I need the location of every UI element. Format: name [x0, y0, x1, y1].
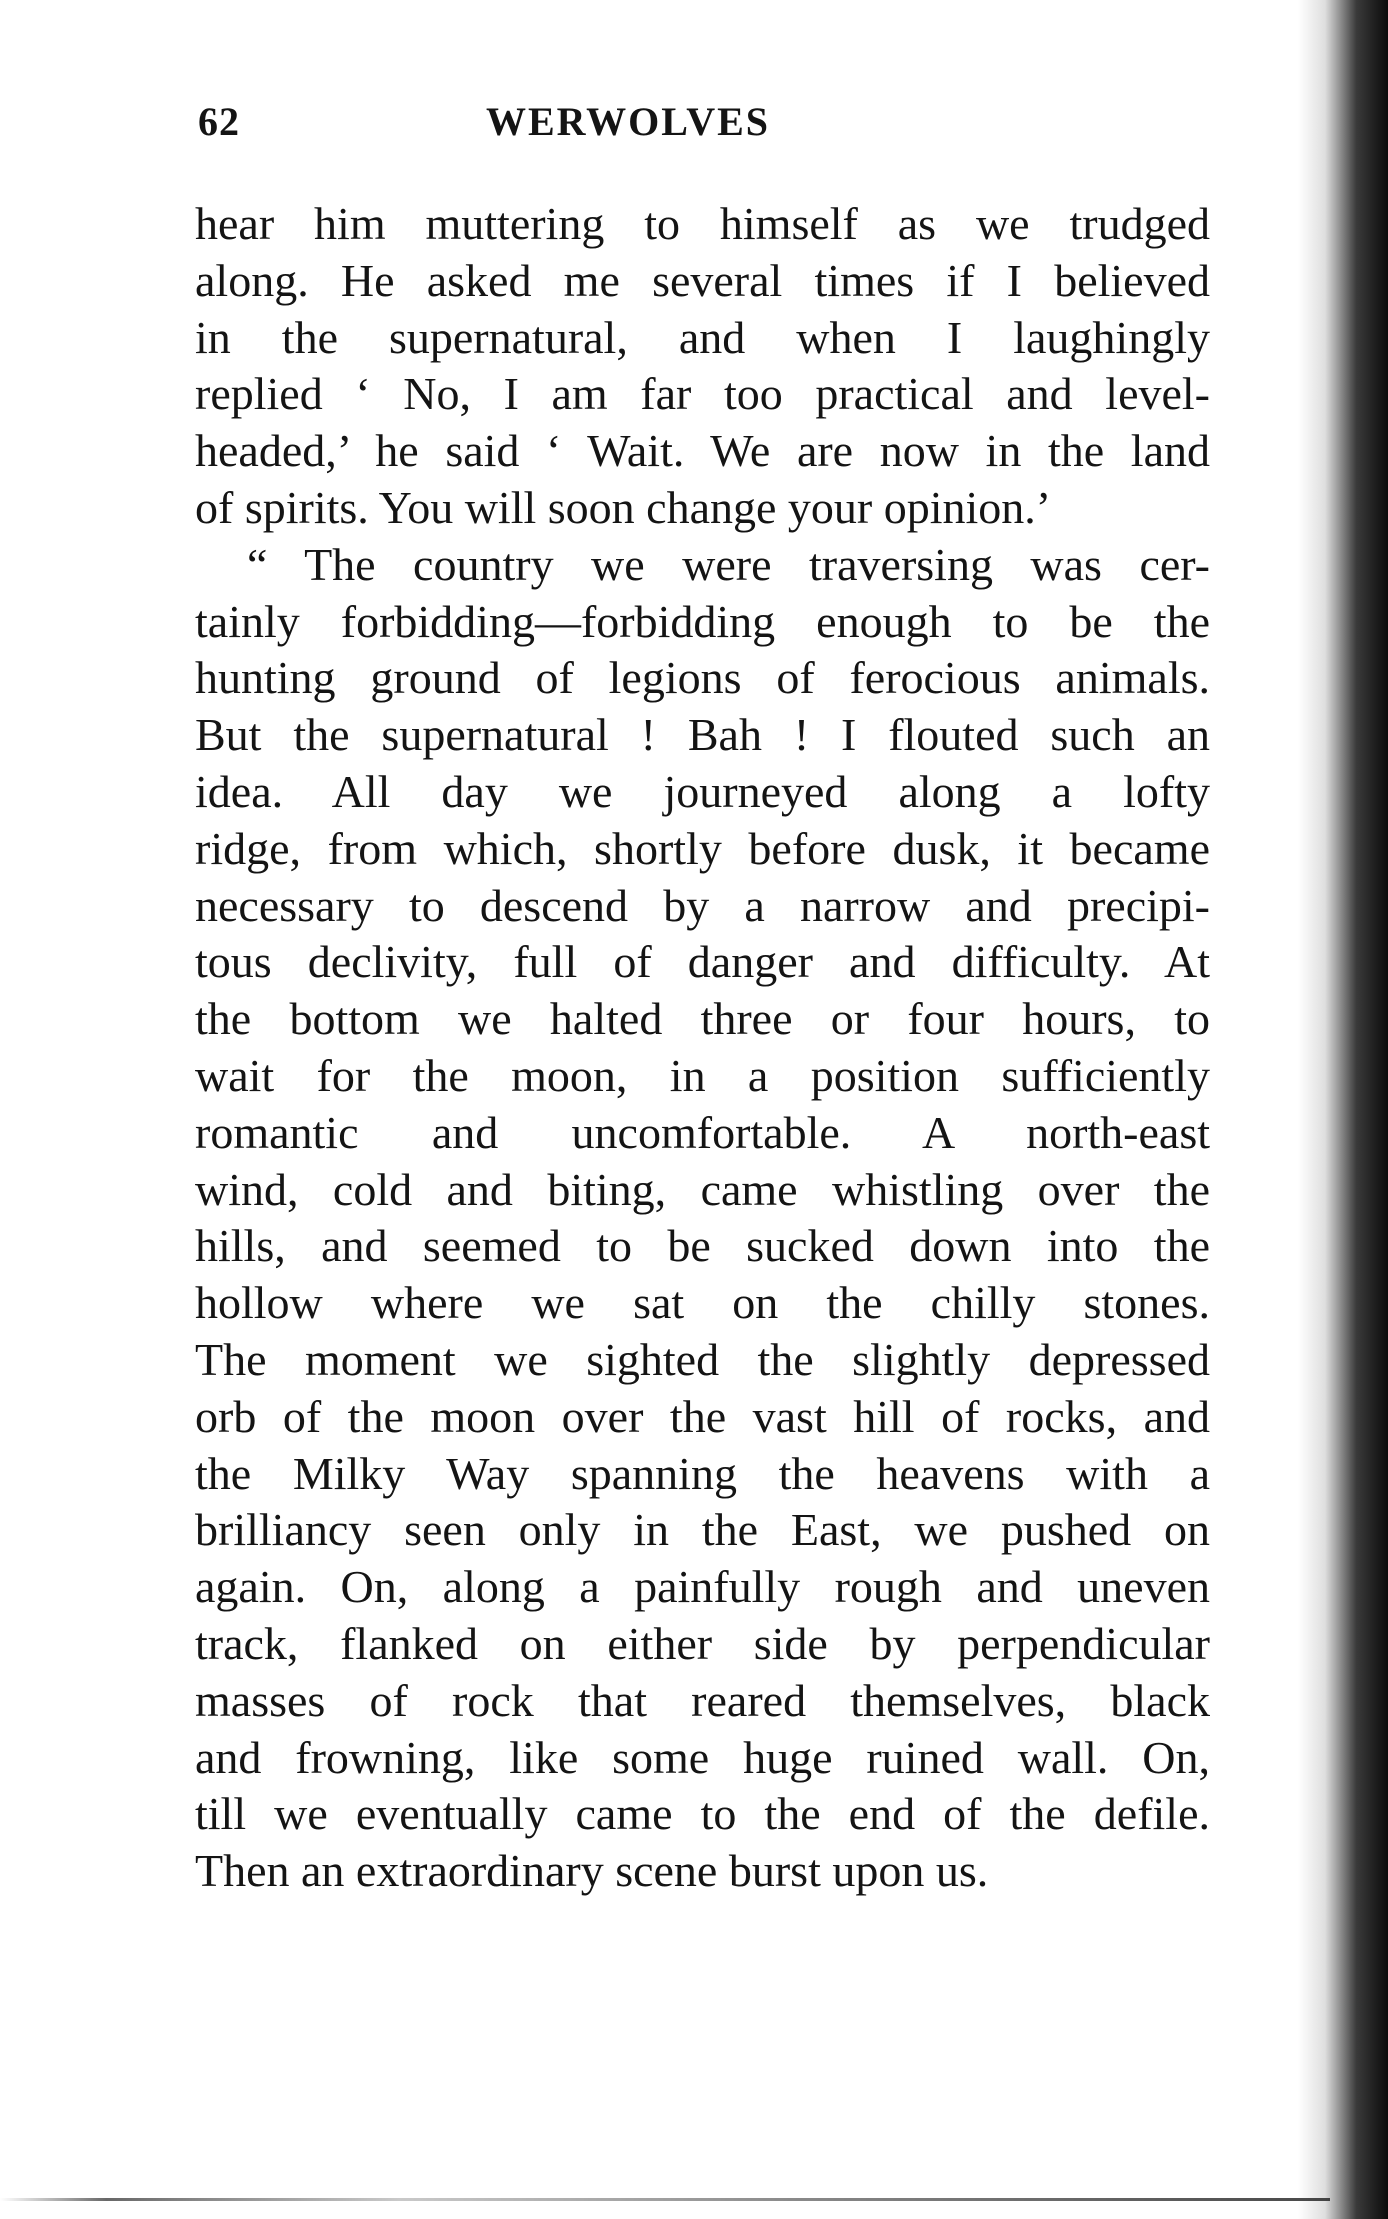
text-line: The moment we sighted the slightly depressed — [195, 1333, 1210, 1385]
text-line: ridge, from which, shortly before dusk, it became — [195, 822, 1210, 874]
body-text — [195, 196, 1210, 1900]
text-line: hear him muttering to himself as we trudged — [195, 198, 1210, 249]
text-line: orb of the moon over the vast hill of rocks, and — [195, 1390, 1210, 1442]
text-line: wind, cold and biting, came whistling over the — [195, 1163, 1210, 1215]
text-line: necessary to descend by a narrow and precipi- — [195, 879, 1210, 931]
text-line: of spirits. You will soon change your opinion.’ — [195, 481, 1052, 533]
text-line: track, flanked on either side by perpendicular — [195, 1617, 1210, 1669]
text-line: in the supernatural, and when I laughingly — [195, 311, 1210, 363]
text-line: But the supernatural ! Bah ! I flouted such an — [195, 709, 1210, 761]
paragraph-start-line: “ The country we were traversing was cer- — [247, 538, 1210, 590]
text-line: Then an extraordinary scene burst upon us. — [195, 1845, 989, 1897]
text-line: masses of rock that reared themselves, black — [195, 1674, 1210, 1726]
text-line: replied ‘ No, I am far too practical and level- — [195, 368, 1210, 420]
running-title: WERWOLVES — [485, 99, 771, 144]
page-bottom-edge — [0, 2198, 1330, 2201]
text-line: and frowning, like some huge ruined wall. On, — [195, 1731, 1210, 1783]
text-line: till we eventually came to the end of the defile. — [195, 1788, 1210, 1840]
text-line: hunting ground of legions of ferocious animals. — [195, 652, 1210, 704]
binding-shadow — [1298, 0, 1388, 2219]
text-line: the bottom we halted three or four hours, to — [195, 993, 1210, 1045]
text-line: along. He asked me several times if I believed — [195, 254, 1210, 306]
text-line: tous declivity, full of danger and difficulty. At — [195, 936, 1210, 988]
running-head — [198, 98, 1208, 154]
text-line: hollow where we sat on the chilly stones. — [195, 1277, 1210, 1329]
text-line: romantic and uncomfortable. A north-east — [195, 1106, 1210, 1158]
text-line: wait for the moon, in a position sufficiently — [195, 1049, 1210, 1101]
text-line: brilliancy seen only in the East, we pushed on — [195, 1504, 1210, 1556]
text-line: idea. All day we journeyed along a lofty — [195, 765, 1210, 817]
text-line: tainly forbidding—forbidding enough to be the — [195, 595, 1210, 647]
text-line: headed,’ he said ‘ Wait. We are now in the land — [195, 425, 1210, 477]
page-number: 62 — [198, 99, 240, 144]
text-line: hills, and seemed to be sucked down into the — [195, 1220, 1210, 1272]
text-line: again. On, along a painfully rough and uneven — [195, 1561, 1210, 1613]
text-line: the Milky Way spanning the heavens with a — [195, 1447, 1210, 1499]
